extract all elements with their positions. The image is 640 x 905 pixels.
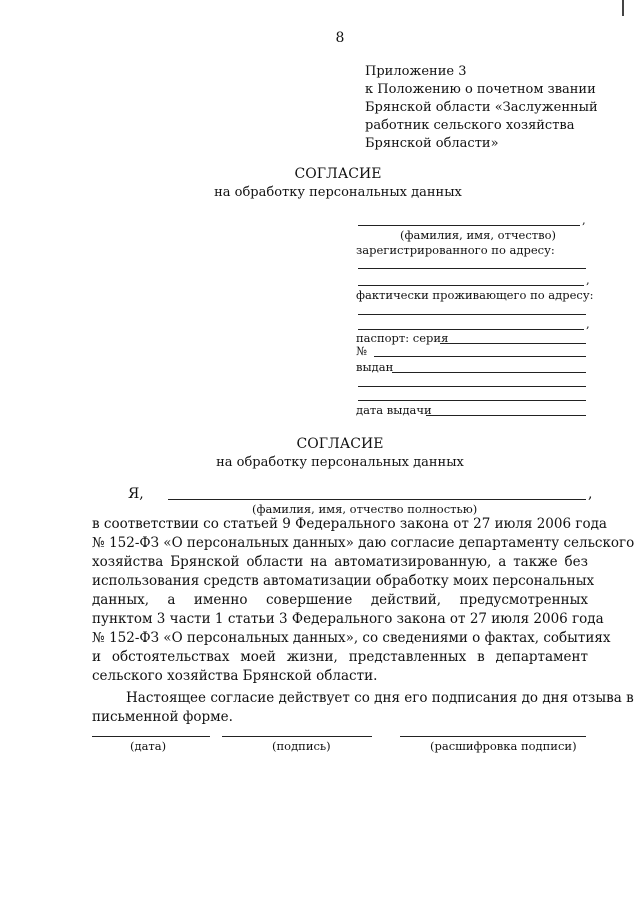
date-line[interactable] bbox=[92, 736, 210, 737]
appendix-line-1: Приложение 3 bbox=[365, 64, 467, 79]
appendix-line-2: к Положению о почетном звании bbox=[365, 82, 596, 97]
consent-line-2: № 152-ФЗ «О персональных данных» даю согласие департаменту сельского bbox=[92, 535, 635, 551]
appendix-line-3: Брянской области «Заслуженный bbox=[365, 100, 598, 115]
registered-address-comma: , bbox=[586, 273, 590, 287]
date-caption: (дата) bbox=[130, 739, 167, 753]
full-name-line[interactable] bbox=[168, 499, 586, 500]
full-name-comma: , bbox=[588, 486, 593, 502]
issued-by-label: выдан bbox=[356, 360, 394, 374]
signature-line[interactable] bbox=[222, 736, 372, 737]
decoding-caption: (расшифровка подписи) bbox=[430, 739, 577, 753]
passport-number-label: № bbox=[356, 344, 367, 358]
appendix-line-4: работник сельского хозяйства bbox=[365, 118, 575, 133]
registered-address-label: зарегистрированного по адресу: bbox=[356, 243, 555, 257]
actual-address-line-1[interactable] bbox=[358, 314, 586, 315]
issue-date-line[interactable] bbox=[426, 415, 586, 416]
consent-line-5: данных, а именно совершение действий, предусмотренных bbox=[92, 592, 588, 608]
header-2-subtitle: на обработку персональных данных bbox=[216, 455, 464, 470]
consent-line-3: хозяйства Брянской области на автоматизированную, а также без bbox=[92, 554, 588, 570]
scan-mark bbox=[622, 0, 624, 16]
fio-comma: , bbox=[582, 213, 586, 227]
validity-line-1: Настоящее согласие действует со дня его подписания до дня отзыва в bbox=[126, 690, 634, 706]
passport-series-line[interactable] bbox=[440, 343, 586, 344]
consent-line-1: в соответствии со статьей 9 Федерального закона от 27 июля 2006 года bbox=[92, 516, 607, 532]
issued-by-line-1[interactable] bbox=[392, 372, 586, 373]
actual-address-label: фактически проживающего по адресу: bbox=[356, 288, 594, 302]
decoding-line[interactable] bbox=[400, 736, 586, 737]
fio-line[interactable] bbox=[358, 225, 580, 226]
header-2-title: СОГЛАСИЕ bbox=[296, 436, 384, 452]
appendix-line-5: Брянской области» bbox=[365, 136, 499, 151]
fio-hint: (фамилия, имя, отчество) bbox=[400, 228, 557, 242]
header-1-subtitle: на обработку персональных данных bbox=[214, 185, 462, 200]
passport-number-line[interactable] bbox=[374, 356, 586, 357]
consent-line-9: сельского хозяйства Брянской области. bbox=[92, 668, 378, 684]
issue-date-label: дата выдачи bbox=[356, 403, 432, 417]
consent-line-7: № 152-ФЗ «О персональных данных», со сведениями о фактах, событиях bbox=[92, 630, 611, 646]
issued-by-line-3[interactable] bbox=[358, 400, 586, 401]
actual-address-line-2[interactable] bbox=[358, 329, 584, 330]
registered-address-line-1[interactable] bbox=[358, 268, 586, 269]
consent-line-4: использования средств автоматизации обработку моих персональных bbox=[92, 573, 595, 589]
header-1-title: СОГЛАСИЕ bbox=[294, 166, 382, 182]
page-number: 8 bbox=[335, 30, 345, 46]
registered-address-line-2[interactable] bbox=[358, 285, 584, 286]
ya-label: Я, bbox=[128, 486, 144, 502]
signature-caption: (подпись) bbox=[272, 739, 331, 753]
full-name-hint: (фамилия, имя, отчество полностью) bbox=[252, 502, 478, 516]
validity-line-2: письменной форме. bbox=[92, 709, 233, 725]
passport-series-label: паспорт: серия bbox=[356, 331, 449, 345]
actual-address-comma: , bbox=[586, 317, 590, 331]
issued-by-line-2[interactable] bbox=[358, 386, 586, 387]
consent-line-6: пунктом 3 части 1 статьи 3 Федерального закона от 27 июля 2006 года bbox=[92, 611, 604, 627]
consent-line-8: и обстоятельствах моей жизни, представленных в департамент bbox=[92, 649, 588, 665]
